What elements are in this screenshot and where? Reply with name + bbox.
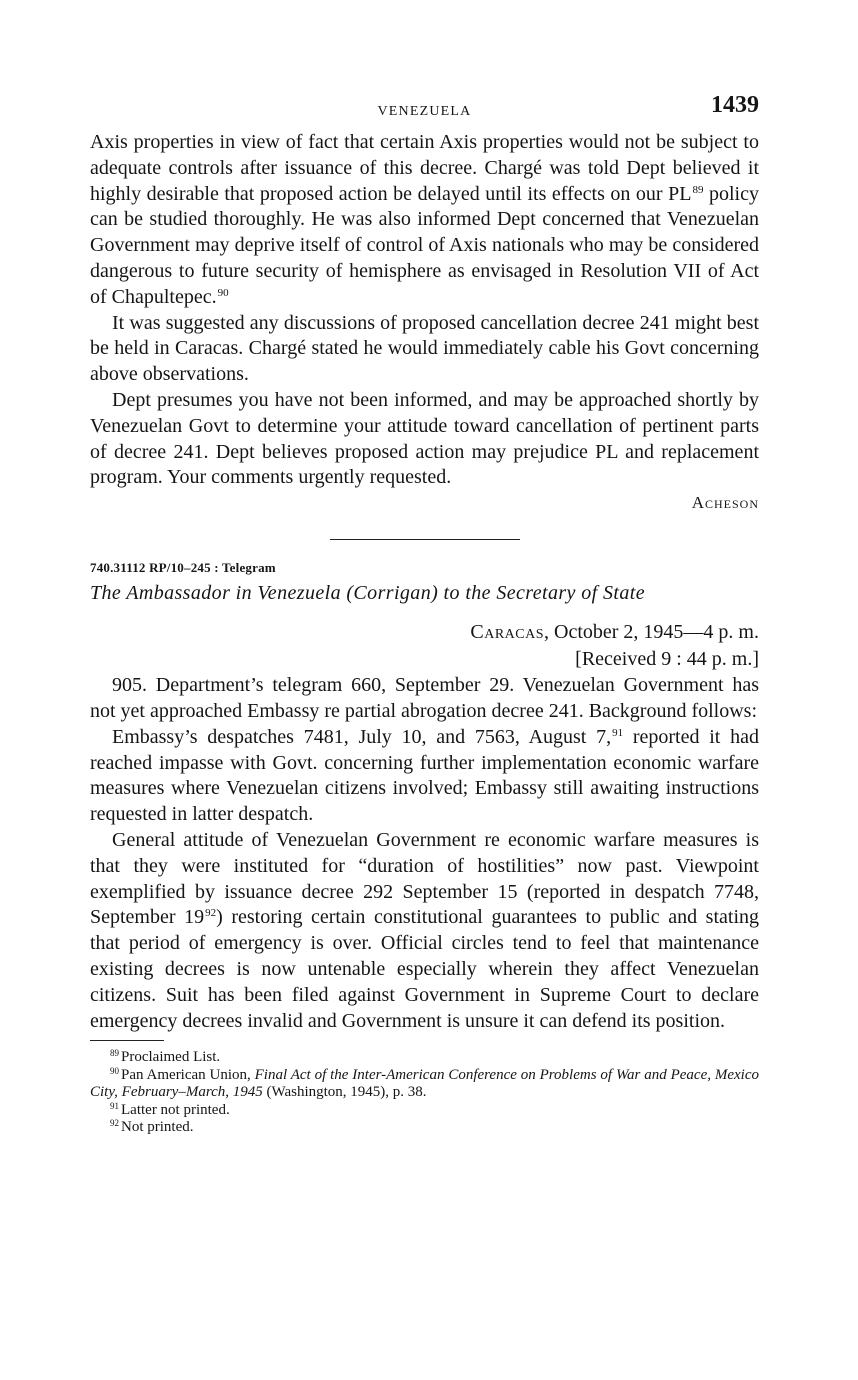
footnote-divider	[90, 1040, 164, 1041]
dateline-city: Caracas	[470, 621, 545, 644]
footnote-ref-91[interactable]: 91	[612, 726, 624, 739]
paragraph-caracas-discussion: It was suggested any discussions of proposed cancellation decree 241 might best be held in Caracas. Chargé stated he would immediately cable his Govt concerning above observations.	[90, 311, 759, 386]
document-title: The Ambassador in Venezuela (Corrigan) to the Secretary of State	[90, 582, 645, 605]
received-time: [Received 9 : 44 p. m.]	[575, 648, 759, 671]
page-header	[90, 90, 759, 130]
footnote-89: $^{89}$ Proclaimed List.	[110, 1048, 221, 1066]
file-reference: 740.31112 RP/10–245 : Telegram	[90, 560, 276, 576]
footnotes	[90, 1049, 759, 1137]
footnote-ref-90[interactable]: 90	[217, 286, 229, 299]
running-head: VENEZUELA	[377, 104, 472, 119]
page-number: 1439	[711, 92, 759, 118]
paragraph-905: 905. Department’s telegram 660, September 29. Venezuelan Government has not yet approached Embassy re partial abrogation decree 241. Background follows:	[90, 674, 759, 722]
footnote-91: $^{91}$ Latter not printed.	[110, 1100, 230, 1118]
dateline-date: , October 2, 1945—4 p. m.	[544, 621, 759, 644]
footnote-ref-92[interactable]: 92	[205, 907, 217, 920]
footnote-90: $^{90}$ Pan American Union, Final Act of the Inter-American Conference on Problems of War and Peace, Mexico City, February–March, 1945 (Washington, 1945), p. 38.	[90, 1065, 759, 1101]
section-divider	[330, 539, 520, 540]
signature-acheson: Acheson	[691, 493, 759, 513]
footnote-92: $^{92}$ Not printed.	[110, 1118, 194, 1136]
dateline	[90, 619, 759, 673]
document-page	[90, 90, 759, 1137]
footnote-ref-89[interactable]: 89	[692, 183, 704, 196]
paragraph-axis-properties: Axis properties in view of fact that certain Axis properties would not be subject to adequate controls after issuance of this decree. Chargé was told Dept believed it highly desirable that proposed action be delayed until its effects on our PL$^{89}$ policy can be studied thoroughly. He was also informed Dept concerned that Venezuelan Government may deprive itself of control of Axis nationals who may be considered dangerous to future security of hemisphere as envisaged in Resolution VII of Act of Chapultepec.$^{90}$	[90, 131, 759, 308]
paragraph-dept-presumes: Dept presumes you have not been informed, and may be approached shortly by Venezuelan Govt to determine your attitude toward cancellation of pertinent parts of decree 241. Dept believes proposed action may prejudice PL and replacement program. Your comments urgently requested.	[90, 388, 759, 489]
paragraph-embassy-despatches: Embassy’s despatches 7481, July 10, and 7563, August 7,91 reported it had reached impasse with Govt. concerning further implementation economic warfare measures where Venezuelan citizens involved; Embassy still awaiting instructions requested in latter despatch.	[90, 725, 759, 826]
paragraph-general-attitude: General attitude of Venezuelan Government re economic warfare measures is that they were instituted for “duration of hostilities” now past. Viewpoint exemplified by issuance decree 292 September 15 (reported in despatch 7748, September $19^{92}$) restoring certain constitutional guarantees to public and stating that period of emergency is over. Official circles tend to feel that maintenance existing decrees is now untenable especially wherein they affect Venezuelan citizens. Suit has been filed against Government in Supreme Court to declare emergency decrees invalid and Government is unsure it can defend its position.	[90, 828, 760, 1032]
